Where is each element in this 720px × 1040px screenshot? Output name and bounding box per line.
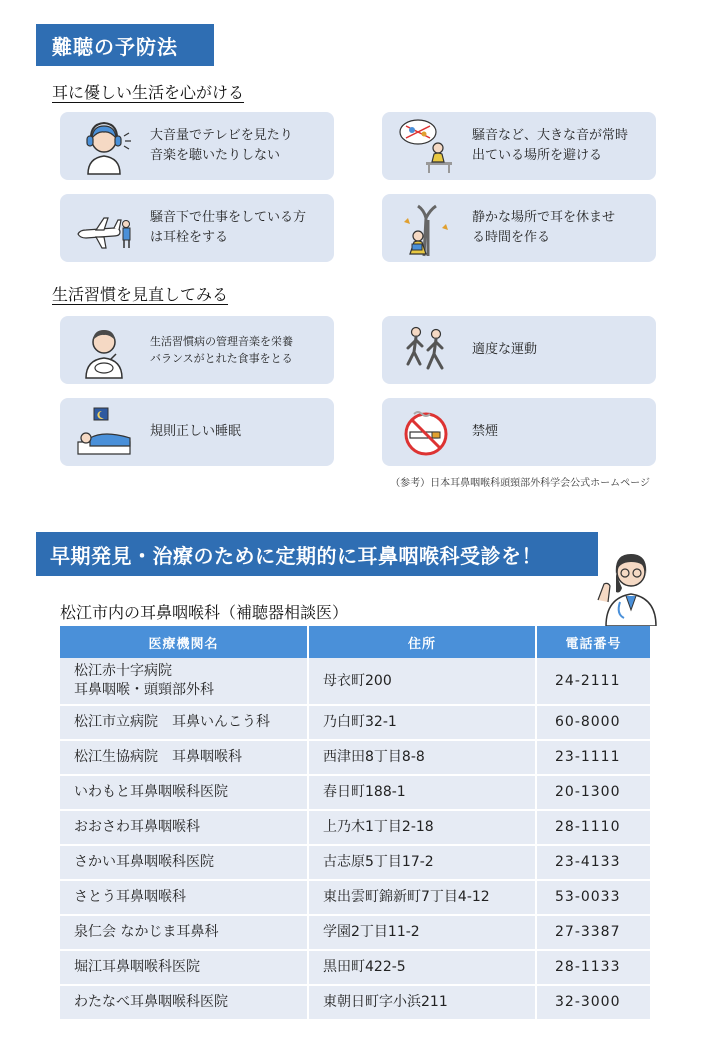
noisy-park-icon (396, 116, 456, 176)
no-smoking-icon (396, 402, 456, 462)
clinic-address: 上乃木1丁目2-18 (308, 810, 536, 845)
tip-card-sleep (60, 398, 334, 466)
section-title-checkup: 早期発見・治療のために定期的に耳鼻咽喉科受診を！ (36, 532, 598, 576)
tip-text: 禁煙 (472, 424, 499, 439)
airplane-worker-icon (74, 198, 134, 258)
clinic-phone: 27-3387 (536, 915, 650, 950)
tip-text: 規則正しい睡眠 (150, 424, 242, 439)
clinic-name: おおさわ耳鼻咽喉科 (60, 810, 308, 845)
clinic-phone: 32-3000 (536, 985, 650, 1020)
table-row (60, 985, 650, 1020)
table-row (60, 775, 650, 810)
clinic-name: わたなべ耳鼻咽喉科医院 (60, 985, 308, 1020)
clinic-address: 東出雲町錦新町7丁目4-12 (308, 880, 536, 915)
clinic-table-title: 松江市内の耳鼻咽喉科（補聴器相談医） (60, 603, 349, 622)
clinic-phone: 20-1300 (536, 775, 650, 810)
clinic-address: 母衣町200 (308, 658, 536, 705)
tip-card-exercise (382, 316, 656, 384)
tip-text: 静かな場所で耳を休ませ る時間を作る (472, 210, 616, 245)
table-row (60, 915, 650, 950)
tip-text: 生活習慣病の管理音楽を栄養 バランスがとれた食事をとる (150, 335, 293, 365)
clinic-address: 西津田8丁目8-8 (308, 740, 536, 775)
table-header-row (60, 626, 650, 658)
clinic-name: さかい耳鼻咽喉科医院 (60, 845, 308, 880)
header-clinic-name: 医療機関名 (60, 626, 308, 658)
doctor-illustration-icon (596, 540, 666, 626)
tip-text: 適度な運動 (472, 342, 538, 357)
clinic-address: 黒田町422-5 (308, 950, 536, 985)
section-title-prevention: 難聴の予防法 (36, 24, 214, 66)
tip-card-rest-ears (382, 194, 656, 262)
clinic-phone: 28-1133 (536, 950, 650, 985)
subheading-ear-friendly-life: 耳に優しい生活を心がける (52, 83, 245, 102)
clinic-address: 春日町188-1 (308, 775, 536, 810)
header-address: 住所 (308, 626, 536, 658)
sleeping-person-icon (74, 402, 134, 462)
clinic-address: 乃白町32-1 (308, 705, 536, 740)
reading-under-tree-icon (396, 198, 456, 258)
table-row (60, 740, 650, 775)
table-row (60, 705, 650, 740)
table-row (60, 810, 650, 845)
table-row (60, 658, 650, 705)
clinic-phone: 28-1110 (536, 810, 650, 845)
header-phone: 電話番号 (536, 626, 650, 658)
clinic-name: 泉仁会 なかじま耳鼻科 (60, 915, 308, 950)
tip-card-avoid-noise (382, 112, 656, 180)
tip-card-volume (60, 112, 334, 180)
table-row (60, 950, 650, 985)
table-row (60, 845, 650, 880)
eating-person-icon (74, 320, 134, 380)
clinic-phone: 60-8000 (536, 705, 650, 740)
clinic-address: 古志原5丁目17-2 (308, 845, 536, 880)
clinic-name: 松江赤十字病院 耳鼻咽喉・頭頸部外科 (60, 658, 308, 705)
clinic-table (60, 626, 650, 1021)
reference-note: （参考）日本耳鼻咽喉科頭頸部外科学会公式ホームページ (390, 478, 650, 489)
clinic-name: さとう耳鼻咽喉科 (60, 880, 308, 915)
clinic-name: いわもと耳鼻咽喉科医院 (60, 775, 308, 810)
clinic-address: 学園2丁目11-2 (308, 915, 536, 950)
clinic-name: 松江市立病院 耳鼻いんこう科 (60, 705, 308, 740)
table-row (60, 880, 650, 915)
tip-text: 騒音下で仕事をしている方 は耳栓をする (150, 210, 307, 245)
clinic-name: 堀江耳鼻咽喉科医院 (60, 950, 308, 985)
clinic-phone: 23-4133 (536, 845, 650, 880)
tip-text: 騒音など、大きな音が常時 出ている場所を避ける (472, 128, 629, 163)
tip-card-diet (60, 316, 334, 384)
clinic-phone: 23-1111 (536, 740, 650, 775)
clinic-name: 松江生協病院 耳鼻咽喉科 (60, 740, 308, 775)
subheading-review-habits: 生活習慣を見直してみる (52, 285, 229, 304)
tip-card-earplugs (60, 194, 334, 262)
headphones-person-icon (74, 116, 134, 176)
clinic-phone: 24-2111 (536, 658, 650, 705)
clinic-phone: 53-0033 (536, 880, 650, 915)
clinic-address: 東朝日町字小浜211 (308, 985, 536, 1020)
tip-text: 大音量でテレビを見たり 音楽を聴いたりしない (150, 128, 293, 163)
tip-card-no-smoking (382, 398, 656, 466)
walking-people-icon (396, 320, 456, 380)
